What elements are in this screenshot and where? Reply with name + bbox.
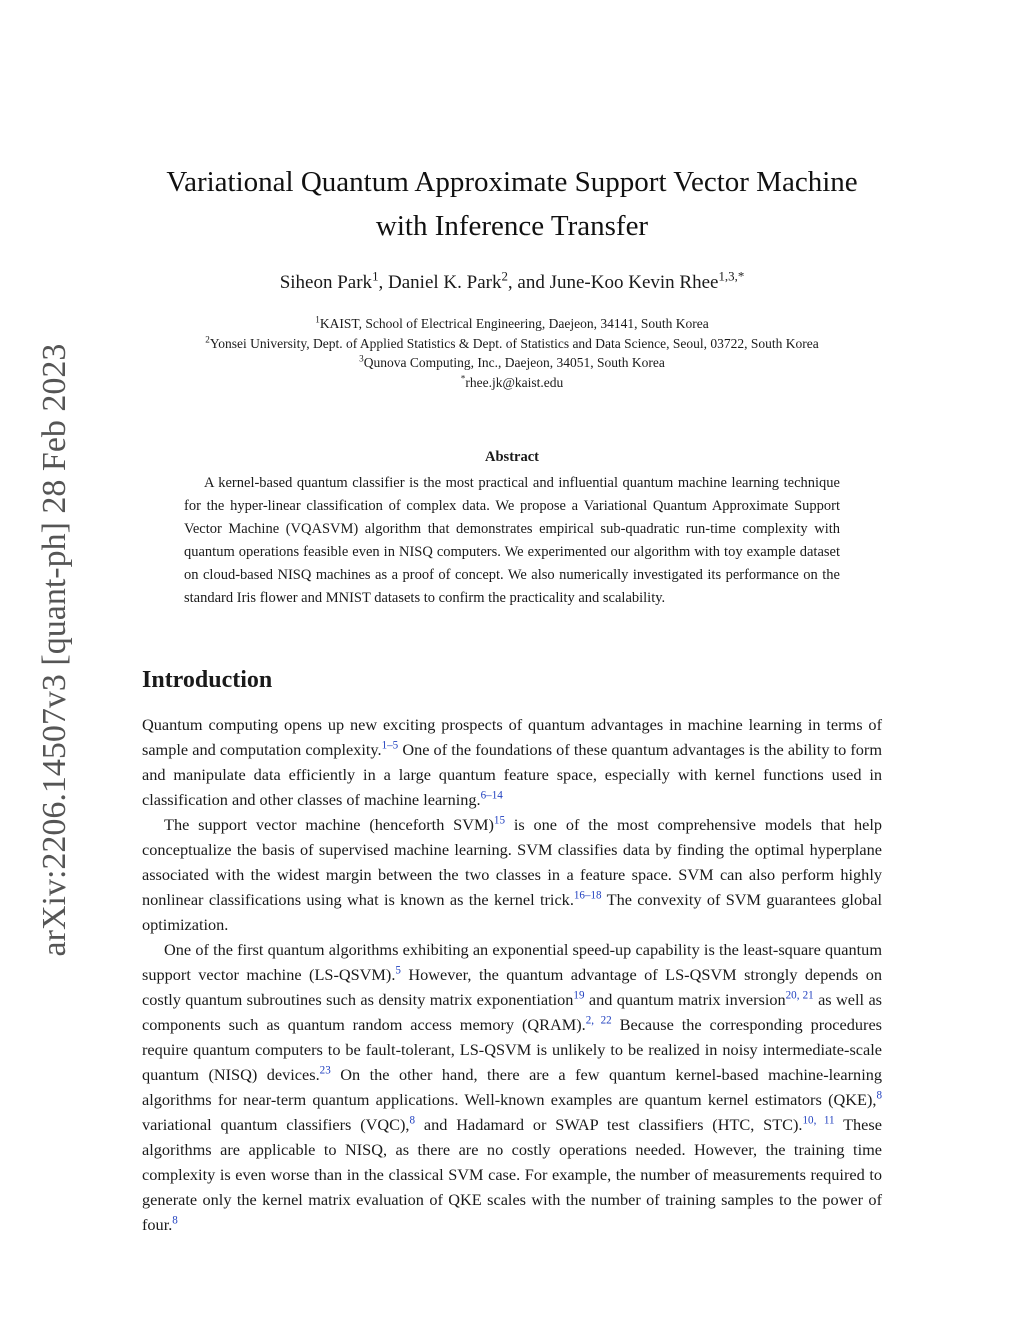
body-text: Because the corresponding procedures require quantum computers to be fault-tolerant, LS-QSVM is unlikely to be realized in noisy intermediate-scale quantum (NISQ) devices. [142, 1015, 883, 1084]
body-text: One of the foundations of these quantum advantages is the ability to form and manipulate data efficiently in a large quantum feature space, especially with kernel functions used in classification and other classes of machine learning. [142, 740, 882, 809]
section-heading: Introduction [142, 667, 273, 693]
affiliation-line [100, 373, 924, 393]
author-name: Siheon Park [279, 272, 373, 293]
citation-link[interactable]: 1–5 [381, 739, 399, 752]
body-text: However, the quantum advantage of LS-QSVM strongly depends on costly quantum subroutines such as density matrix exponentiation [142, 965, 882, 1009]
body-text: Quantum computing opens up new exciting prospects of quantum advantages in machine learning in terms of sample and computation complexity. [142, 715, 882, 759]
author-name: Daniel K. Park [388, 272, 502, 293]
body-text: The support vector machine (henceforth SVM) [164, 815, 494, 834]
abstract-text: A kernel-based quantum classifier is the most practical and influential quantum machine learning technique for the hyper-linear classification of complex data. We propose a Variational Quantum Approximate Support Vector Machine (VQASVM) algorithm that demonstrates empirical sub-quadratic run-time complexity with quantum operations feasible even in NISQ computers. We experimented our algorithm with toy example dataset on cloud-based NISQ machines as a proof of concept. We also numerically investigated its performance on the standard Iris flower and MNIST datasets to confirm the practicality and scalability. [184, 475, 840, 606]
affiliation-line [100, 314, 924, 334]
affiliation-text: Yonsei University, Dept. of Applied Statistics & Dept. of Statistics and Data Science, Seoul, 03722, South Korea [209, 335, 819, 351]
citation-link[interactable]: 23 [319, 1064, 331, 1077]
citation-link[interactable]: 8 [876, 1089, 882, 1102]
affiliation-text: Qunova Computing, Inc., Daejeon, 34051, South Korea [363, 355, 665, 370]
citation-link[interactable]: 6–14 [480, 789, 503, 802]
citation-link[interactable]: 2, 22 [585, 1014, 612, 1027]
author-name: June-Koo Kevin Rhee [549, 272, 719, 293]
author [279, 268, 379, 293]
author-affil-mark: 1 [372, 268, 379, 284]
affiliation-mark: * [460, 373, 466, 383]
citation-link[interactable]: 20, 21 [785, 989, 814, 1002]
body-text: The convexity of SVM guarantees global optimization. [142, 890, 882, 934]
body-text: One of the first quantum algorithms exhibiting an exponential speed-up capability is the least-square quantum support vector machine (LS-QSVM). [142, 940, 882, 984]
body-paragraph [142, 812, 882, 937]
author-separator: , [378, 272, 389, 293]
author [388, 268, 508, 293]
body-text: and Hadamard or SWAP test classifiers (HTC, STC). [415, 1115, 803, 1134]
citation-link[interactable]: 15 [493, 814, 505, 827]
body-paragraph [142, 712, 882, 812]
abstract-heading: Abstract [485, 449, 539, 465]
author-list [100, 269, 924, 297]
citation-link[interactable]: 5 [395, 964, 401, 977]
affiliation-line [100, 353, 924, 373]
citation-link[interactable]: 10, 11 [802, 1114, 835, 1127]
contact-email: rhee.jk@kaist.edu [465, 374, 564, 390]
title-line-2: with Inference Transfer [375, 210, 649, 242]
body-text: and quantum matrix inversion [584, 990, 786, 1009]
body-text: On the other hand, there are a few quantum kernel-based machine-learning algorithms for near-term quantum applications. Well-known examples are quantum kernel estimators (QKE), [142, 1065, 883, 1109]
section-body [142, 712, 882, 1237]
affiliation-mark: 2 [205, 334, 210, 344]
citation-link[interactable]: 16–18 [573, 889, 602, 902]
author-separator: , and [507, 272, 550, 293]
affiliation-mark: 1 [315, 314, 320, 325]
citation-link[interactable]: 19 [573, 989, 585, 1002]
body-text: is one of the most comprehensive models that help conceptualize the basis of supervised machine learning. SVM classifies data by finding the optimal hyperplane associated with the widest margin between the two classes in a feature space. SVM can also perform highly nonlinear classifications using what is known as the kernel trick. [142, 815, 883, 909]
body-text: as well as components such as quantum random access memory (QRAM). [142, 990, 883, 1034]
author [549, 268, 745, 293]
author-affil-mark: 2 [501, 268, 508, 284]
arxiv-identifier: arXiv:2206.14507v3 [quant-ph] 28 Feb 2023 [36, 343, 73, 957]
citation-link[interactable]: 8 [409, 1114, 416, 1127]
paper-title [100, 160, 924, 248]
author-affil-mark: 1,3,* [718, 268, 745, 284]
affiliation-line [100, 334, 924, 354]
body-text: These algorithms are applicable to NISQ, as there are no costly operations needed. However, the training time complexity is even worse than in the classical SVM case. For example, the number of measurements required to generate only the kernel matrix evaluation of QKE scales with the number of training samples to the power of four. [142, 1115, 882, 1234]
affiliation-text: KAIST, School of Electrical Engineering, Daejeon, 34141, South Korea [319, 316, 709, 331]
affiliation-mark: 3 [359, 353, 364, 364]
body-paragraph [142, 937, 882, 1237]
affiliations [100, 314, 924, 392]
title-line-1: Variational Quantum Approximate Support Vector Machine [166, 166, 858, 198]
body-text: variational quantum classifiers (VQC), [142, 1115, 410, 1134]
citation-link[interactable]: 8 [172, 1214, 178, 1227]
